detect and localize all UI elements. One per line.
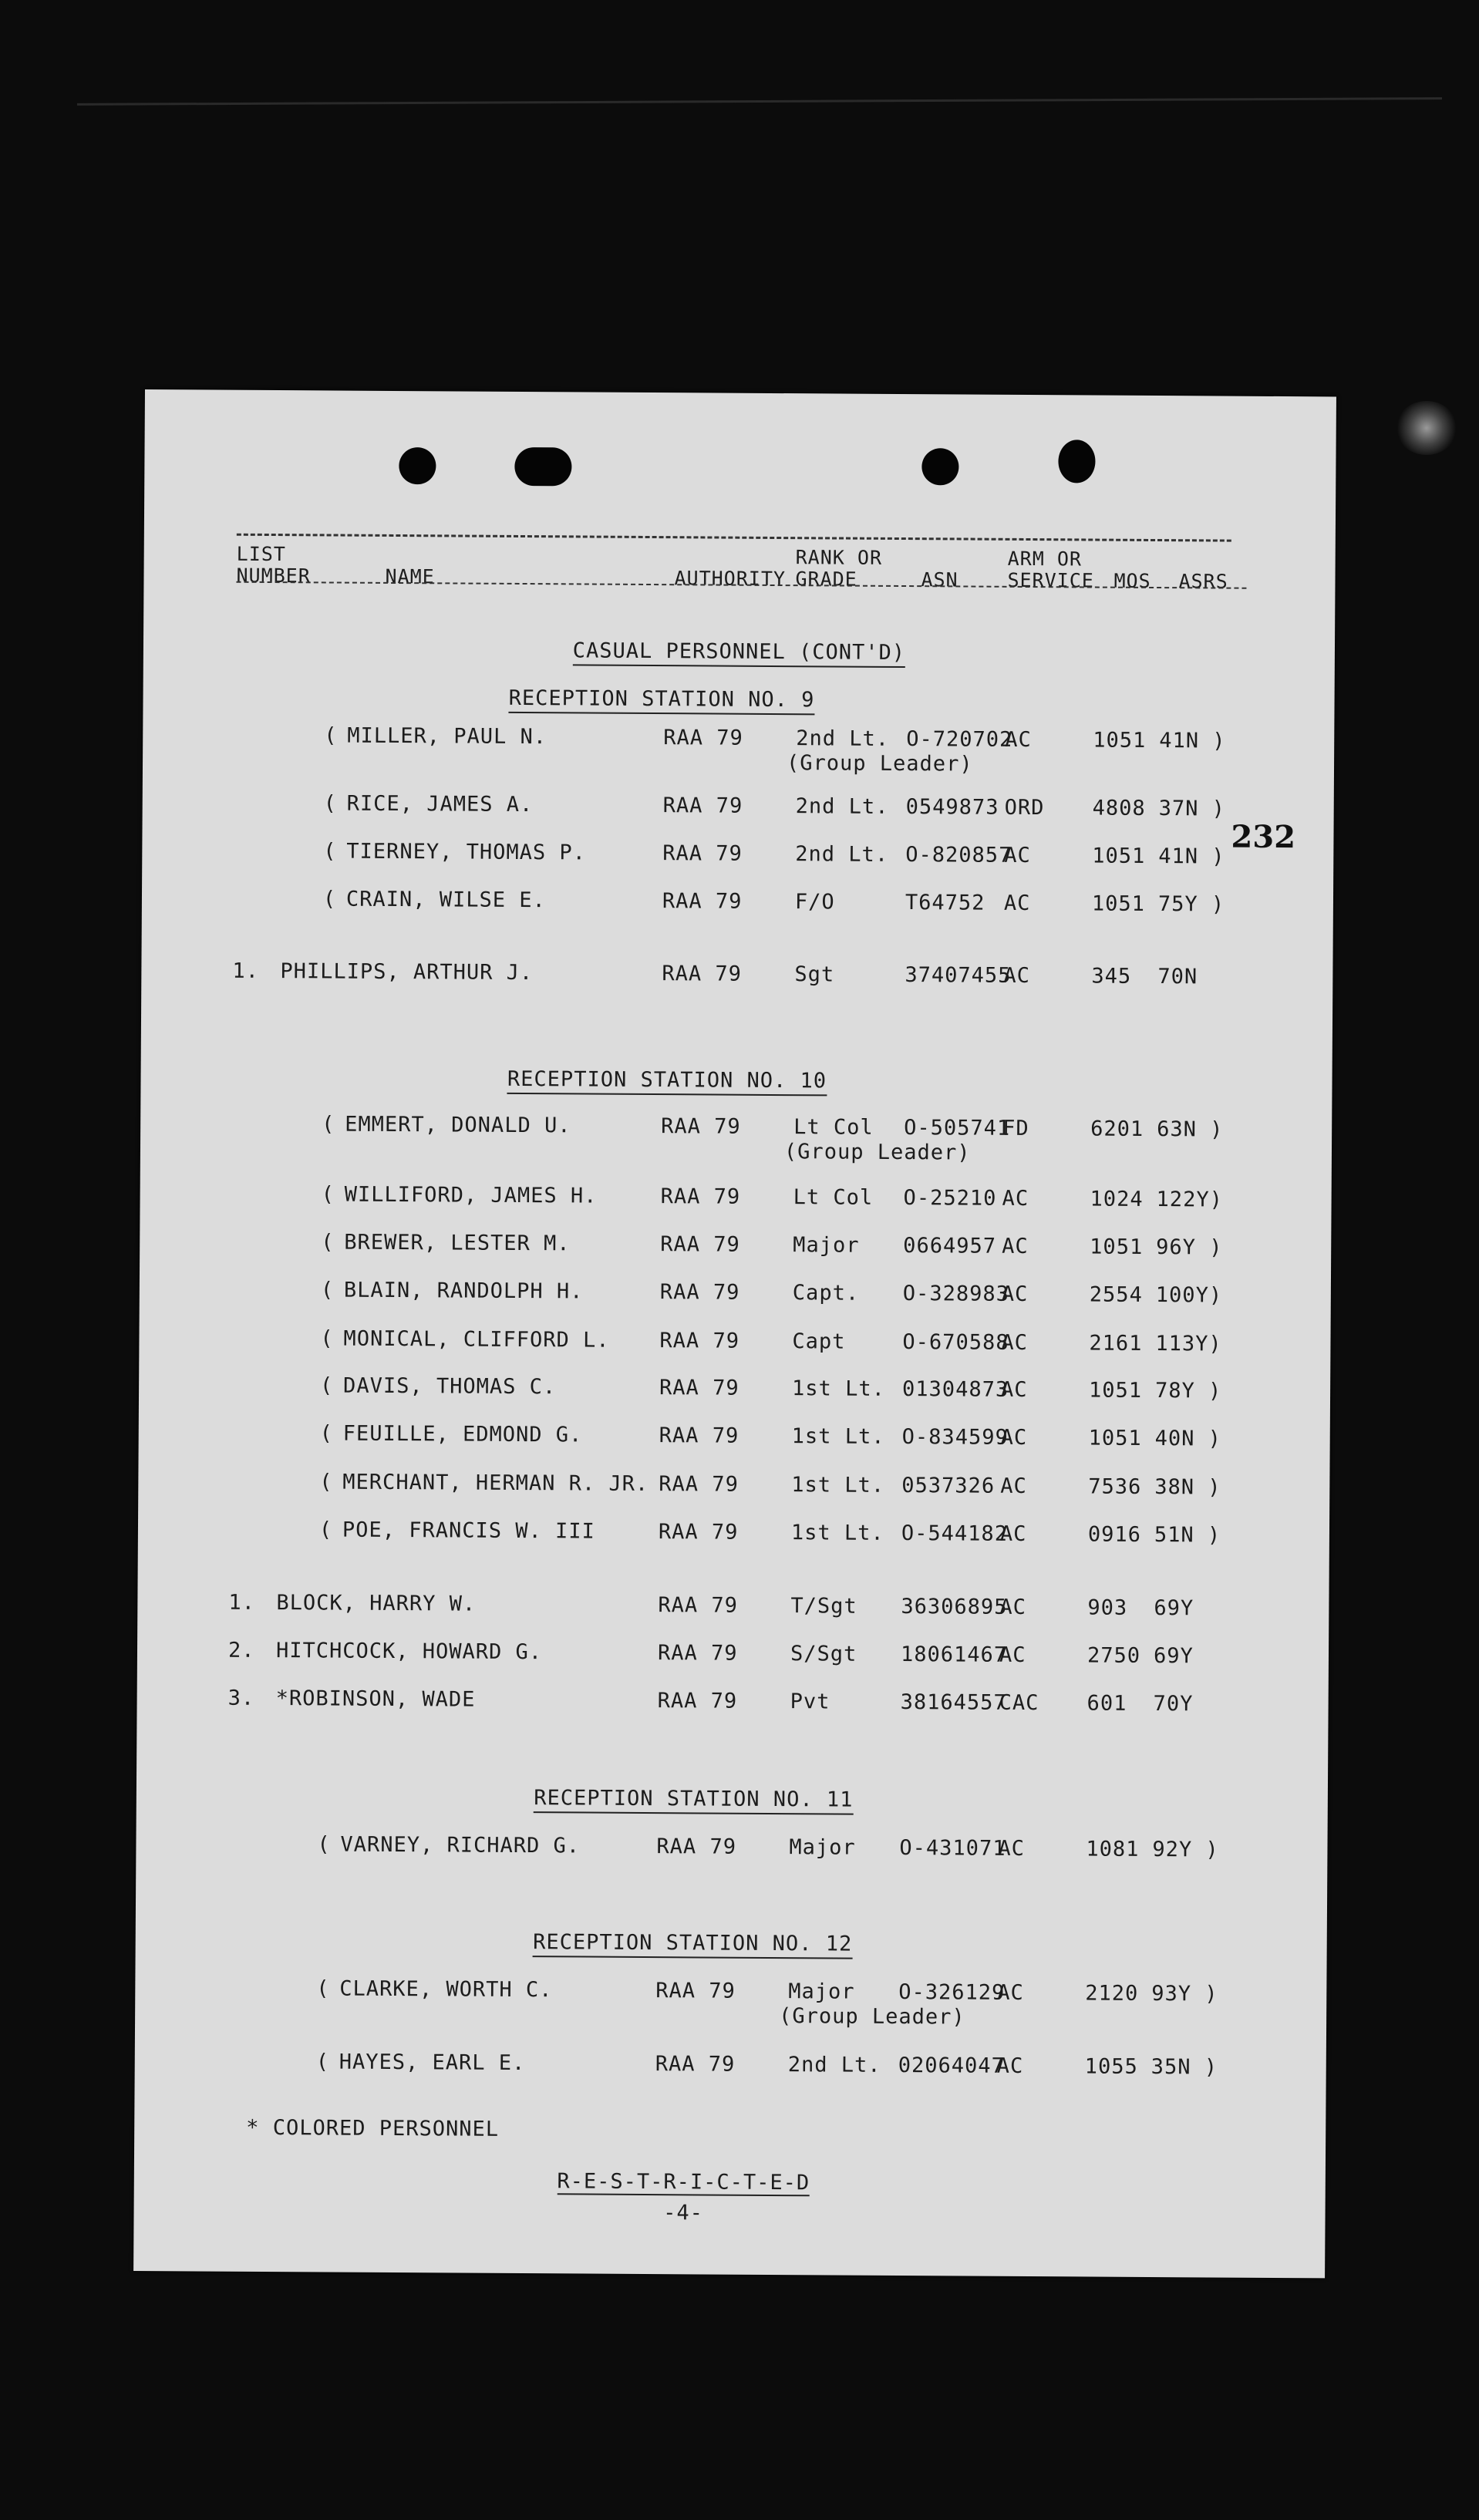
light-glare xyxy=(1396,401,1457,455)
row-name: TIERNEY, THOMAS P. xyxy=(346,839,587,865)
row-grade: Lt Col xyxy=(793,1115,874,1140)
row-asn: 01304873 xyxy=(902,1377,1009,1402)
row-arm: AC xyxy=(1005,727,1032,753)
row-asrs: 63N ) xyxy=(1157,1117,1224,1142)
row-grade: Major xyxy=(788,1979,855,2004)
row-arm: AC xyxy=(998,1836,1026,1861)
row-authority: RAA 79 xyxy=(662,962,743,986)
col-name: NAME xyxy=(385,564,435,588)
row-mos: 2554 xyxy=(1089,1282,1143,1307)
row-list-number: ( xyxy=(323,791,338,816)
row-asn: O-25210 xyxy=(903,1186,997,1211)
col-list: LIST xyxy=(236,542,287,566)
row-mos: 1051 xyxy=(1092,844,1146,868)
row-grade: 2nd Lt. xyxy=(795,794,889,819)
row-grade: Capt xyxy=(792,1329,846,1354)
row-list-number: ( xyxy=(321,1182,335,1207)
row-asn: 37407455 xyxy=(905,963,1012,988)
row-name: BREWER, LESTER M. xyxy=(344,1230,571,1256)
row-arm: AC xyxy=(1001,1377,1028,1403)
row-arm: FD xyxy=(1002,1116,1029,1141)
row-asn: O-544182 xyxy=(901,1521,1009,1546)
row-authority: RAA 79 xyxy=(659,1472,739,1497)
row-authority: RAA 79 xyxy=(658,1593,739,1618)
row-asn: T64752 xyxy=(905,891,985,915)
row-asrs: 40N ) xyxy=(1154,1427,1222,1451)
row-name: *ROBINSON, WADE xyxy=(275,1686,476,1712)
row-name: CRAIN, WILSE E. xyxy=(345,887,546,913)
row-asrs: 113Y) xyxy=(1155,1332,1222,1356)
row-grade: 1st Lt. xyxy=(791,1424,885,1449)
row-grade: Lt Col xyxy=(793,1185,874,1210)
row-list-number: ( xyxy=(315,2050,330,2074)
restricted-marking: R-E-S-T-R-I-C-T-E-D xyxy=(557,2169,810,2195)
row-asrs: 41N ) xyxy=(1158,844,1225,869)
section-title-rs11: RECEPTION STATION NO. 11 xyxy=(98,1784,1289,1814)
row-authority: RAA 79 xyxy=(655,2052,736,2077)
row-authority: RAA 79 xyxy=(656,1834,737,1859)
row-name: HAYES, EARL E. xyxy=(339,2050,526,2076)
col-service: SERVICE xyxy=(1007,568,1094,592)
row-mos: 1055 xyxy=(1084,2054,1138,2079)
row-authority: RAA 79 xyxy=(659,1376,740,1400)
row-asn: 18061467 xyxy=(900,1642,1008,1667)
page-stamp-number: 232 xyxy=(1231,818,1296,856)
row-name: VARNEY, RICHARD G. xyxy=(340,1832,581,1858)
row-list-number: ( xyxy=(318,1518,333,1542)
row-asrs: 70N xyxy=(1157,965,1198,989)
row-mos: 0916 xyxy=(1087,1522,1142,1547)
row-mos: 1081 xyxy=(1086,1837,1140,1861)
row-asrs: 100Y) xyxy=(1155,1283,1223,1308)
row-authority: RAA 79 xyxy=(662,889,743,914)
header-top-rule xyxy=(237,534,1231,542)
row-mos: 6201 xyxy=(1090,1117,1144,1141)
row-list-number: ( xyxy=(322,1112,335,1137)
row-authority: RAA 79 xyxy=(662,793,743,818)
row-arm: AC xyxy=(1001,1330,1029,1356)
row-grade: 2nd Lt. xyxy=(787,2053,881,2077)
row-authority: RAA 79 xyxy=(663,726,743,750)
row-list-number: ( xyxy=(320,1278,335,1302)
row-asrs: 78Y ) xyxy=(1154,1379,1222,1403)
col-mos: MOS xyxy=(1113,569,1151,592)
row-asrs: 96Y ) xyxy=(1156,1235,1223,1260)
col-authority: AUTHORITY xyxy=(674,567,787,591)
row-grade: Major xyxy=(793,1233,860,1258)
col-grade: GRADE xyxy=(795,568,857,591)
row-asrs: 69Y xyxy=(1154,1596,1194,1621)
row-arm: AC xyxy=(996,2053,1024,2078)
row-arm: AC xyxy=(1001,1282,1029,1307)
row-asn: O-834599 xyxy=(901,1425,1009,1450)
col-arm-or: ARM OR xyxy=(1007,547,1083,571)
row-grade: 1st Lt. xyxy=(792,1376,885,1401)
row-arm: AC xyxy=(1003,963,1030,989)
row-list-number: 3. xyxy=(227,1686,255,1710)
row-mos: 7536 xyxy=(1088,1474,1142,1499)
row-mos: 2161 xyxy=(1089,1331,1143,1356)
row-arm: AC xyxy=(999,1595,1026,1620)
row-arm: ORD xyxy=(1004,795,1045,820)
row-grade: 1st Lt. xyxy=(790,1521,884,1545)
row-mos: 4808 xyxy=(1092,796,1146,820)
row-asn: O-505741 xyxy=(904,1116,1011,1140)
row-group-leader-note: (Group Leader) xyxy=(786,751,973,777)
row-arm: CAC xyxy=(999,1690,1039,1716)
row-asrs: 92Y ) xyxy=(1152,1838,1219,1862)
row-mos: 2120 xyxy=(1085,1981,1139,2006)
row-asrs: 37N ) xyxy=(1158,797,1226,821)
row-asrs: 75Y ) xyxy=(1157,892,1225,917)
row-name: HITCHCOCK, HOWARD G. xyxy=(275,1639,543,1665)
row-authority: RAA 79 xyxy=(657,1689,738,1713)
row-asrs: 35N ) xyxy=(1151,2055,1218,2080)
row-asn: O-326129 xyxy=(898,1980,1006,2005)
row-mos: 1051 xyxy=(1088,1426,1142,1450)
row-mos: 1051 xyxy=(1088,1378,1143,1403)
row-list-number: ( xyxy=(317,1832,331,1857)
punch-hole xyxy=(399,447,436,484)
row-asn: 0664957 xyxy=(903,1234,997,1258)
row-list-number: 1. xyxy=(232,958,260,983)
row-authority: RAA 79 xyxy=(660,1232,740,1257)
section-title-casual: CASUAL PERSONNEL (CONT'D) xyxy=(143,636,1335,667)
row-list-number: ( xyxy=(321,1230,335,1255)
row-name: RICE, JAMES A. xyxy=(346,791,534,817)
row-authority: RAA 79 xyxy=(660,1184,741,1209)
row-grade: 2nd Lt. xyxy=(795,842,889,867)
row-grade: Major xyxy=(789,1835,856,1860)
row-asrs: 38N ) xyxy=(1154,1475,1221,1500)
row-grade: Pvt xyxy=(790,1690,830,1714)
row-list-number: ( xyxy=(319,1421,334,1446)
row-list-number: 1. xyxy=(228,1590,256,1615)
row-grade: F/O xyxy=(794,890,835,915)
row-authority: RAA 79 xyxy=(658,1520,739,1545)
row-authority: RAA 79 xyxy=(659,1329,740,1353)
row-name: DAVIS, THOMAS C. xyxy=(343,1373,557,1400)
row-asrs: 93Y ) xyxy=(1151,1982,1218,2006)
row-asrs: 41N ) xyxy=(1159,729,1226,753)
row-name: BLOCK, HARRY W. xyxy=(276,1591,477,1616)
row-name: MONICAL, CLIFFORD L. xyxy=(343,1326,610,1353)
row-mos: 601 xyxy=(1087,1691,1127,1716)
row-authority: RAA 79 xyxy=(657,1641,738,1666)
row-mos: 903 xyxy=(1087,1595,1128,1620)
row-authority: RAA 79 xyxy=(661,1114,741,1139)
row-grade: S/Sgt xyxy=(790,1642,857,1666)
section-title-rs10: RECEPTION STATION NO. 10 xyxy=(71,1064,1262,1095)
row-asrs: 122Y) xyxy=(1156,1188,1223,1212)
row-asn: 36306895 xyxy=(901,1595,1008,1619)
row-arm: AC xyxy=(1000,1425,1028,1450)
section-title-rs12: RECEPTION STATION NO. 12 xyxy=(97,1928,1289,1959)
row-asn: O-670588 xyxy=(902,1330,1009,1355)
row-asn: 02064047 xyxy=(898,2053,1005,2078)
row-name: CLARKE, WORTH C. xyxy=(339,1976,553,2003)
row-grade: 2nd Lt. xyxy=(796,726,890,751)
row-asn: 38164557 xyxy=(900,1690,1007,1715)
row-arm: AC xyxy=(1004,843,1031,868)
row-arm: AC xyxy=(1003,891,1031,916)
footnote: * COLORED PERSONNEL xyxy=(246,2115,500,2141)
row-list-number: 2. xyxy=(227,1638,255,1663)
row-mos: 1051 xyxy=(1093,728,1147,753)
col-rank-or: RANK OR xyxy=(795,546,883,569)
row-arm: AC xyxy=(999,1521,1027,1547)
punch-hole xyxy=(921,448,958,485)
row-list-number: ( xyxy=(320,1326,334,1351)
document-page xyxy=(133,389,1336,2278)
row-list-number: ( xyxy=(323,839,337,864)
row-arm: AC xyxy=(997,1980,1024,2006)
row-asn: O-720702 xyxy=(906,727,1013,752)
row-name: MERCHANT, HERMAN R. JR. xyxy=(342,1470,649,1497)
row-name: BLAIN, RANDOLPH H. xyxy=(343,1278,584,1304)
col-number: NUMBER xyxy=(236,564,311,588)
row-list-number: ( xyxy=(320,1373,334,1398)
film-edge-line xyxy=(77,97,1442,106)
row-list-number: ( xyxy=(324,723,338,748)
row-list-number: ( xyxy=(322,887,337,911)
row-asrs: 70Y xyxy=(1153,1692,1194,1716)
row-authority: RAA 79 xyxy=(655,1979,736,2003)
row-asrs: 69Y xyxy=(1153,1644,1194,1669)
row-asrs: 51N ) xyxy=(1154,1523,1221,1548)
punch-hole xyxy=(514,447,571,486)
row-list-number: ( xyxy=(316,1976,330,2001)
row-grade: Capt. xyxy=(792,1281,860,1305)
row-asn: O-431071 xyxy=(899,1836,1006,1861)
row-asn: O-820857 xyxy=(905,843,1012,868)
row-arm: AC xyxy=(1002,1234,1029,1259)
row-group-leader-note: (Group Leader) xyxy=(779,2004,965,2030)
row-asn: 0537326 xyxy=(901,1474,996,1498)
row-list-number: ( xyxy=(319,1470,333,1494)
row-authority: RAA 79 xyxy=(662,841,743,866)
row-mos: 1051 xyxy=(1090,1235,1144,1259)
row-arm: AC xyxy=(1000,1474,1027,1499)
row-name: MILLER, PAUL N. xyxy=(347,723,547,750)
punch-hole xyxy=(1058,440,1095,483)
section-title-rs9: RECEPTION STATION NO. 9 xyxy=(66,683,1257,714)
row-mos: 1051 xyxy=(1091,891,1146,916)
row-name: FEUILLE, EDMOND G. xyxy=(342,1421,583,1447)
row-grade: 1st Lt. xyxy=(791,1473,885,1498)
row-authority: RAA 79 xyxy=(659,1423,740,1448)
row-mos: 1024 xyxy=(1090,1187,1144,1211)
row-mos: 345 xyxy=(1091,964,1132,989)
row-group-leader-note: (Group Leader) xyxy=(783,1140,971,1165)
col-asn: ASN xyxy=(921,568,958,591)
row-authority: RAA 79 xyxy=(659,1280,740,1305)
row-arm: AC xyxy=(1002,1186,1029,1211)
col-asrs: ASRS xyxy=(1178,570,1228,593)
row-grade: Sgt xyxy=(794,962,835,987)
page-number: -4- xyxy=(663,2201,704,2225)
row-name: WILLIFORD, JAMES H. xyxy=(344,1182,598,1208)
row-name: POE, FRANCIS W. III xyxy=(342,1518,595,1544)
row-name: PHILLIPS, ARTHUR J. xyxy=(280,959,534,985)
row-asn: O-328983 xyxy=(902,1282,1009,1306)
row-asn: 0549873 xyxy=(905,795,999,820)
row-name: EMMERT, DONALD U. xyxy=(345,1112,571,1138)
row-mos: 2750 xyxy=(1087,1643,1141,1668)
row-grade: T/Sgt xyxy=(790,1594,857,1619)
row-arm: AC xyxy=(999,1642,1026,1668)
